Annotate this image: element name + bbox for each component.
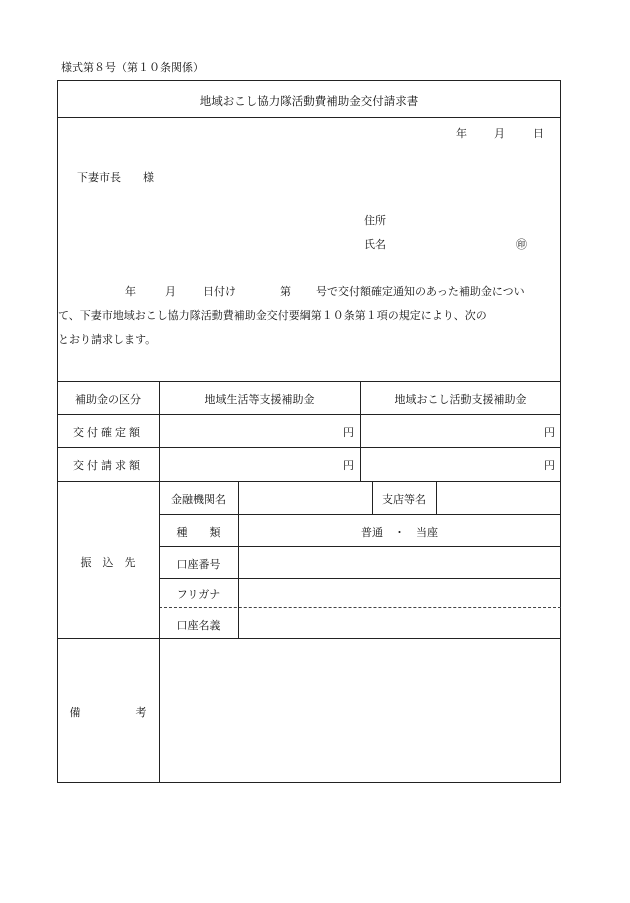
col1-header: 地域生活等支援補助金 [204,393,315,406]
account-number-label: 口座番号 [176,558,221,571]
requested-amount-label: 交付請求額 [73,459,143,472]
bank-name-field[interactable] [240,484,370,512]
branch-field[interactable] [438,484,559,512]
title-divider [57,117,561,118]
date-day: 日 [533,127,544,140]
furigana-label: フリガナ [176,588,221,601]
furigana-input[interactable] [240,580,559,605]
remarks-textarea[interactable] [161,641,559,781]
yen-unit: 円 [343,426,354,439]
confirmed-amount-2-field[interactable] [363,418,541,444]
requested-amount-1-input[interactable] [162,451,340,477]
label-column-divider [159,381,160,783]
furigana-dashed-divider [159,607,561,608]
body-line2: て、下妻市地域おこし協力隊活動費補助金交付要綱第１０条第１項の規定により、次の [58,309,487,322]
remarks-label: 備 考 [69,706,147,719]
remarks-field[interactable] [161,641,559,781]
branch-label: 支店等名 [382,493,426,506]
date-month: 月 [494,127,505,140]
requested-amount-1-field[interactable] [162,451,340,477]
transfer-row-divider [159,546,561,547]
addressee: 下妻市長 様 [77,171,154,184]
date-year: 年 [456,127,467,140]
remarks-divider [57,638,561,639]
requested-amount-2-field[interactable] [363,451,541,477]
table-row-divider [57,481,561,482]
branch-input[interactable] [438,484,559,512]
transfer-row-divider [159,578,561,579]
yen-unit: 円 [544,426,555,439]
transfer-label: 振 込 先 [80,556,136,569]
table-row-divider [57,447,561,448]
body-dai: 第 [280,285,291,298]
address-field[interactable] [392,207,552,229]
yen-unit: 円 [544,459,555,472]
branch-value-divider [436,481,437,514]
account-name-input[interactable] [240,610,559,636]
account-number-input[interactable] [240,549,559,576]
furigana-field[interactable] [240,580,559,605]
body-divider [57,381,561,382]
table-row-divider [57,414,561,415]
requested-amount-2-input[interactable] [363,451,541,477]
col2-header: 地域おこし活動支援補助金 [394,393,527,406]
form-number-label: 様式第８号（第１０条関係） [61,61,204,74]
account-type-options[interactable]: 普通 ・ 当座 [361,526,438,539]
yen-unit: 円 [343,459,354,472]
seal-mark: ㊞ [516,238,527,251]
body-month: 月 [165,285,176,298]
account-type-label: 種 類 [176,526,221,539]
body-year: 年 [125,285,136,298]
confirmed-amount-1-field[interactable] [162,418,340,444]
confirmed-amount-label: 交付確定額 [73,426,143,439]
bank-name-label: 金融機関名 [171,493,226,506]
category-label: 補助金の区分 [75,393,141,406]
body-day-ref: 日付け [203,285,236,298]
account-number-field[interactable] [240,549,559,576]
bank-name-input[interactable] [240,484,370,512]
confirmed-amount-2-input[interactable] [363,418,541,444]
body-line3: とおり請求します。 [58,333,157,346]
account-name-label: 口座名義 [176,619,221,632]
account-name-field[interactable] [240,610,559,636]
name-input[interactable] [392,231,510,253]
confirmed-amount-1-input[interactable] [162,418,340,444]
transfer-row-divider [159,514,561,515]
transfer-label-divider [238,481,239,638]
name-label: 氏名 [364,238,386,251]
address-input[interactable] [392,207,552,229]
name-field[interactable] [392,231,510,253]
address-label: 住所 [364,214,386,227]
body-line1-rest: 号で交付額確定通知のあった補助金につい [316,285,525,298]
form-title: 地域おこし協力隊活動費補助金交付請求書 [199,94,419,108]
